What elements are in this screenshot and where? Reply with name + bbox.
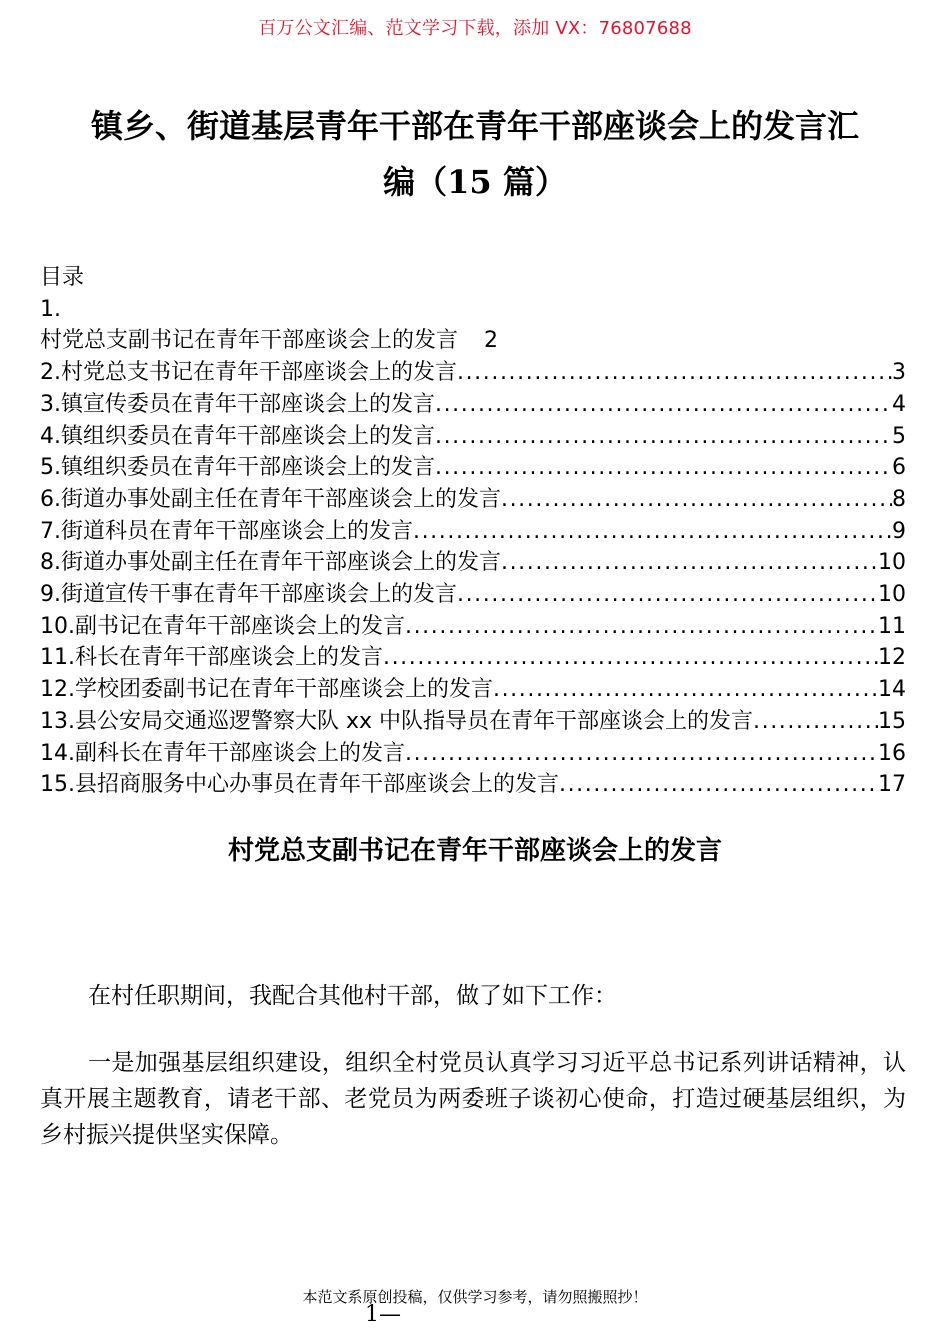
document-title-line-2: 编（15 篇） bbox=[383, 163, 567, 201]
toc-entry-page: 3 bbox=[892, 360, 906, 386]
toc-entry-label: 13.县公安局交通巡逻警察大队 xx 中队指导员在青年干部座谈会上的发言 bbox=[40, 708, 754, 734]
toc-dot-leader bbox=[457, 357, 892, 389]
toc-entry-page: 16 bbox=[878, 740, 906, 766]
toc-entry-label: 14.副科长在青年干部座谈会上的发言 bbox=[40, 740, 405, 766]
toc-entry-page: 12 bbox=[878, 645, 906, 671]
toc-entry[interactable] bbox=[40, 357, 906, 389]
toc-entry[interactable] bbox=[40, 389, 906, 421]
toc-entry-page: 15 bbox=[878, 708, 906, 734]
toc-dot-leader bbox=[405, 738, 878, 770]
toc-entry-page: 10 bbox=[878, 550, 906, 576]
toc-entry-1-number[interactable]: 1. bbox=[40, 296, 61, 322]
toc-dot-leader bbox=[559, 769, 878, 801]
toc-dot-leader bbox=[435, 421, 892, 453]
page-number: 1— bbox=[365, 1302, 401, 1327]
toc-entry[interactable] bbox=[40, 738, 906, 770]
toc-entry-label: 8.街道办事处副主任在青年干部座谈会上的发言 bbox=[40, 550, 501, 576]
toc-entry-1[interactable] bbox=[40, 325, 906, 357]
toc-heading: 目录 bbox=[40, 265, 85, 290]
toc-entry[interactable] bbox=[40, 642, 906, 674]
toc-dot-leader bbox=[753, 706, 878, 738]
table-of-contents bbox=[40, 262, 906, 801]
toc-entry[interactable] bbox=[40, 452, 906, 484]
toc-entry-page: 11 bbox=[878, 613, 906, 639]
toc-dot-leader bbox=[493, 674, 878, 706]
section-title: 村党总支副书记在青年干部座谈会上的发言 bbox=[227, 836, 722, 866]
toc-entry[interactable] bbox=[40, 547, 906, 579]
toc-entry[interactable] bbox=[40, 579, 906, 611]
toc-entry[interactable] bbox=[40, 484, 906, 516]
toc-entry-page: 5 bbox=[892, 423, 906, 449]
toc-entry[interactable] bbox=[40, 611, 906, 643]
toc-entry-label: 15.县招商服务中心办事员在青年干部座谈会上的发言 bbox=[40, 772, 559, 798]
toc-entry-label: 3.镇宣传委员在青年干部座谈会上的发言 bbox=[40, 391, 435, 417]
footer-note: 本范文系原创投稿，仅供学习参考，请勿照搬照抄！ bbox=[302, 1288, 648, 1306]
toc-entry[interactable] bbox=[40, 421, 906, 453]
toc-entry-list bbox=[40, 357, 906, 801]
toc-dot-leader bbox=[413, 516, 892, 548]
toc-entry[interactable] bbox=[40, 769, 906, 801]
toc-dot-leader bbox=[501, 547, 878, 579]
toc-entry-page: 10 bbox=[878, 582, 906, 608]
toc-entry-label: 12.学校团委副书记在青年干部座谈会上的发言 bbox=[40, 677, 493, 703]
body-paragraph-2: 一是加强基层组织建设，组织全村党员认真学习习近平总书记系列讲话精神，认真开展主题教育，请老干部、老党员为两委班子谈初心使命，打造过硬基层组织，为乡村振兴提供坚实保障。 bbox=[40, 1050, 906, 1148]
toc-entry-label: 6.街道办事处副主任在青年干部座谈会上的发言 bbox=[40, 486, 501, 512]
toc-entry-label: 5.镇组织委员在青年干部座谈会上的发言 bbox=[40, 455, 435, 481]
toc-entry-page: 6 bbox=[892, 455, 906, 481]
toc-entry[interactable] bbox=[40, 516, 906, 548]
document-title-line-1: 镇乡、街道基层青年干部在青年干部座谈会上的发言汇 bbox=[90, 107, 859, 145]
toc-entry[interactable] bbox=[40, 706, 906, 738]
toc-entry[interactable] bbox=[40, 674, 906, 706]
toc-entry-page: 14 bbox=[878, 677, 906, 703]
toc-entry-label: 10.副书记在青年干部座谈会上的发言 bbox=[40, 613, 405, 639]
toc-entry-page: 4 bbox=[892, 391, 906, 417]
document-title bbox=[40, 98, 910, 210]
toc-entry-label: 2.村党总支书记在青年干部座谈会上的发言 bbox=[40, 360, 457, 386]
toc-entry-label: 11.科长在青年干部座谈会上的发言 bbox=[40, 645, 383, 671]
toc-entry-page: 9 bbox=[892, 518, 906, 544]
toc-entry-label: 7.街道科员在青年干部座谈会上的发言 bbox=[40, 518, 413, 544]
toc-entry-1-page: 2 bbox=[484, 328, 499, 354]
body-paragraph-1: 在村任职期间，我配合其他村干部，做了如下工作： bbox=[88, 983, 617, 1009]
header-banner: 百万公文汇编、范文学习下载，添加 VX：76807688 bbox=[258, 18, 692, 39]
toc-dot-leader bbox=[383, 642, 878, 674]
toc-dot-leader bbox=[457, 579, 878, 611]
toc-dot-leader bbox=[501, 484, 892, 516]
toc-entry-label: 4.镇组织委员在青年干部座谈会上的发言 bbox=[40, 423, 435, 449]
toc-entry-1-label: 村党总支副书记在青年干部座谈会上的发言 bbox=[40, 328, 459, 354]
toc-entry-page: 17 bbox=[878, 772, 906, 798]
toc-dot-leader bbox=[405, 611, 878, 643]
toc-dot-leader bbox=[435, 452, 892, 484]
toc-dot-leader bbox=[435, 389, 892, 421]
toc-entry-label: 9.街道宣传干事在青年干部座谈会上的发言 bbox=[40, 582, 457, 608]
toc-entry-page: 8 bbox=[892, 486, 906, 512]
